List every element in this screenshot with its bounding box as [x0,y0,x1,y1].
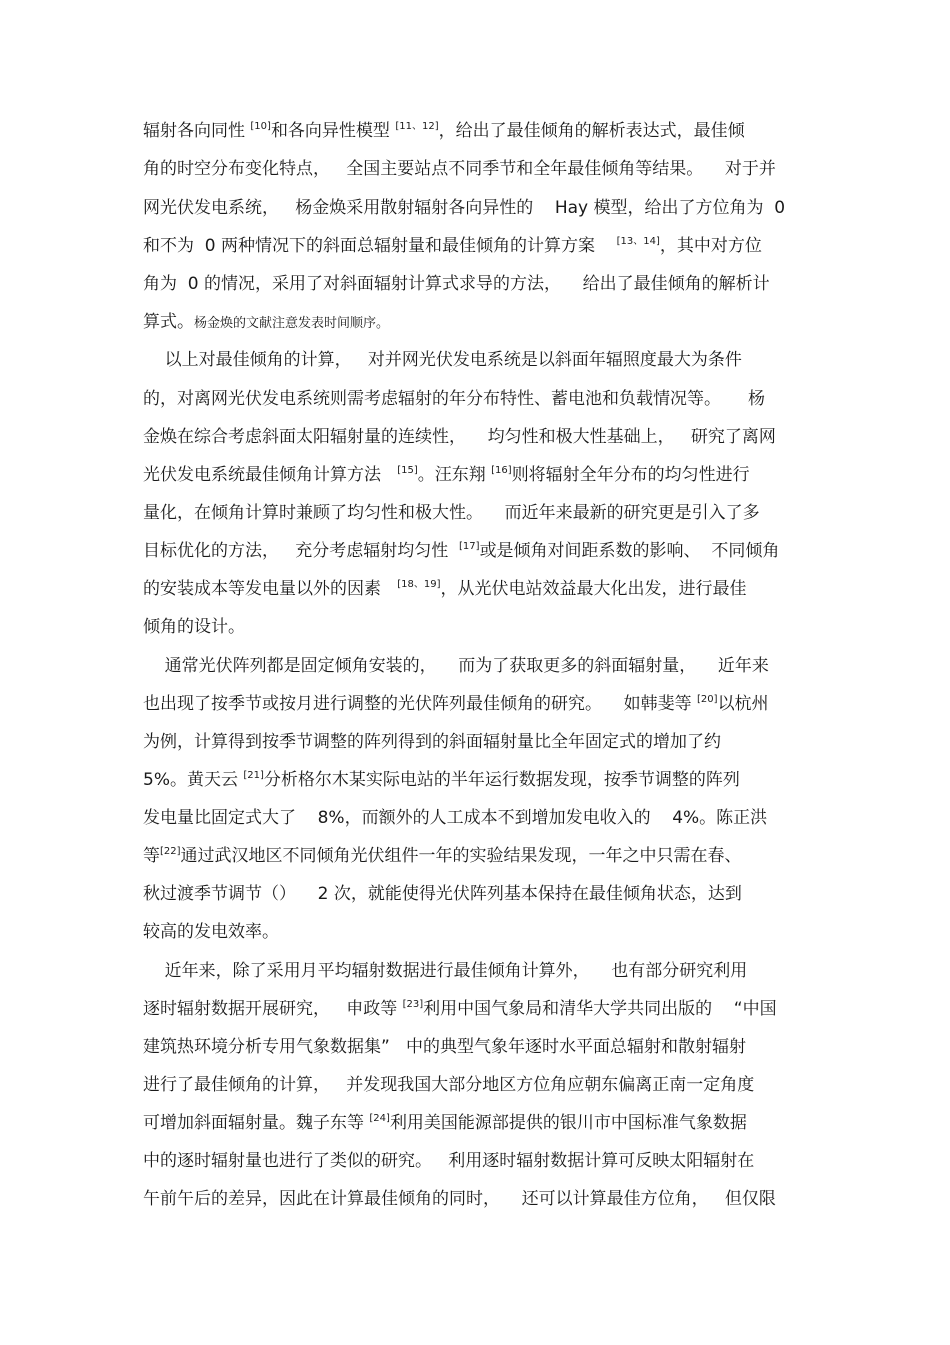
text-run: ，给出了最佳倾角的解析表达式，最佳倾 [438,121,745,141]
text-run: 和各向异性模型 [270,121,396,141]
citation-ref: [21] [243,770,264,781]
text-run: 逐时辐射数据开展研究， 申政等 [143,999,403,1019]
text-line [143,654,823,678]
text-run: 等 [143,846,160,866]
text-run: 建筑热环境分析专用气象数据集” 中的典型气象年逐时水平面总辐射和散射辐射 [143,1037,747,1057]
text-line [143,692,823,716]
text-run: 较高的发电效率。 [143,922,279,942]
text-line [143,1149,823,1173]
text-run: 和不为 0 两种情况下的斜面总辐射量和最佳倾角的计算方案 [143,236,617,256]
text-run: 。汪东翔 [417,465,492,485]
text-run: 中的逐时辐射量也进行了类似的研究。 利用逐时辐射数据计算可反映太阳辐射在 [143,1151,755,1171]
citation-ref: [18、19] [397,579,441,590]
text-line [143,730,823,754]
citation-ref: [11、12] [395,121,439,132]
text-run: 分析格尔木某实际电站的半年运行数据发现，按季节调整的阵列 [263,770,740,790]
text-line [143,920,823,944]
citation-ref: [20] [697,694,718,705]
citation-ref: [23] [402,999,424,1010]
text-line [143,577,823,601]
text-run: 角的时空分布变化特点， 全国主要站点不同季节和全年最佳倾角等结果。 对于并 [143,159,776,179]
text-line [143,882,823,906]
text-line [143,387,823,411]
text-run: 量化，在倾角计算时兼顾了均匀性和极大性。 而近年来最新的研究更是引入了多 [143,503,760,523]
text-run: 以上对最佳倾角的计算， 对并网光伏发电系统是以斜面年辐照度最大为条件 [143,350,742,370]
text-run: 或是倾角对间距系数的影响、 不同倾角 [479,541,780,561]
text-run: 通过武汉地区不同倾角光伏组件一年的实验结果发现，一年之中只需在春、 [180,846,742,866]
text-run: 通常光伏阵列都是固定倾角安装的， 而为了获取更多的斜面辐射量， 近年来 [143,656,769,676]
text-run: 利用中国气象局和清华大学共同出版的 “中国 [423,999,777,1019]
text-run: 金焕在综合考虑斜面太阳辐射量的连续性， 均匀性和极大性基础上， 研究了离网 [143,427,776,447]
text-run: ，从光伏电站效益最大化出发，进行最佳 [440,579,747,599]
text-run: 光伏发电系统最佳倾角计算方法 [143,465,398,485]
text-line [143,196,823,220]
text-run: 5%。黄天云 [143,770,244,790]
text-line [143,844,823,868]
text-line [143,310,823,334]
text-line [143,234,823,258]
text-run: 的安装成本等发电量以外的因素 [143,579,398,599]
text-run: 秋过渡季节调节（） 2 次，就能使得光伏阵列基本保持在最佳倾角状态，达到 [143,884,742,904]
text-line [143,272,823,296]
text-line [143,959,823,983]
citation-ref: [13、14] [616,236,660,247]
text-line [143,806,823,830]
text-line [143,997,823,1021]
text-line [143,1035,823,1059]
text-run: 近年来，除了采用月平均辐射数据进行最佳倾角计算外， 也有部分研究利用 [143,961,748,981]
text-run: 目标优化的方法， 充分考虑辐射均匀性 [143,541,460,561]
text-line [143,768,823,792]
text-line [143,501,823,525]
text-line [143,425,823,449]
text-run: ，其中对方位 [659,236,762,256]
citation-ref: [15] [397,465,418,476]
text-run: 算式。 [143,312,194,332]
text-run: 进行了最佳倾角的计算， 并发现我国大部分地区方位角应朝东偏离正南一定角度 [143,1075,755,1095]
text-run: 则将辐射全年分布的均匀性进行 [511,465,750,485]
text-line [143,615,823,639]
text-line [143,157,823,181]
text-line [143,1187,823,1211]
text-line [143,1073,823,1097]
text-line [143,539,823,563]
citation-ref: [24] [369,1113,390,1124]
text-line [143,1111,823,1135]
citation-ref: [10] [250,121,271,132]
text-run: 角为 0 的情况，采用了对斜面辐射计算式求导的方法， 给出了最佳倾角的解析计 [143,274,770,294]
citation-ref: [16] [491,465,512,476]
citation-ref: [17] [459,541,480,552]
text-run: 倾角的设计。 [143,617,245,637]
text-run: 为例，计算得到按季节调整的阵列得到的斜面辐射量比全年固定式的增加了约 [143,732,721,752]
text-run: 发电量比固定式大了 8%，而额外的人工成本不到增加发电收入的 4%。陈正洪 [143,808,768,828]
text-line [143,119,823,143]
citation-ref: [22] [160,846,181,857]
text-run: 的，对离网光伏发电系统则需考虑辐射的年分布特性、蓄电池和负载情况等。 杨 [143,389,766,409]
text-run: 以杭州 [717,694,769,714]
text-run: 利用美国能源部提供的银川市中国标准气象数据 [389,1113,747,1133]
text-run: 午前午后的差异，因此在计算最佳倾角的同时， 还可以计算最佳方位角， 但仅限 [143,1189,776,1209]
text-run: 辐射各向同性 [143,121,251,141]
text-line [143,348,823,372]
text-line [143,463,823,487]
text-run: 可增加斜面辐射量。魏子东等 [143,1113,370,1133]
text-run: 也出现了按季节或按月进行调整的光伏阵列最佳倾角的研究。 如韩斐等 [143,694,698,714]
text-run: 网光伏发电系统， 杨金焕采用散射辐射各向异性的 Hay 模型，给出了方位角为 0 [143,198,786,218]
editor-note: 杨金焕的文献注意发表时间顺序。 [194,316,390,331]
